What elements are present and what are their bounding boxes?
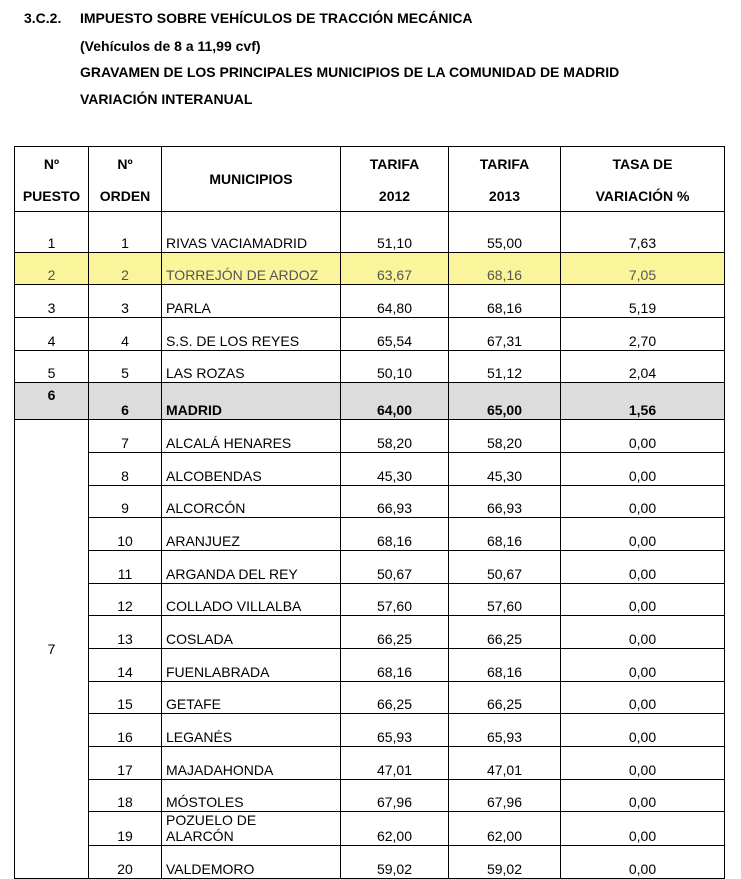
document-title: IMPUESTO SOBRE VEHÍCULOS DE TRACCIÓN MECÁNICA: [80, 10, 473, 26]
tasa-cell: 0,00: [561, 648, 725, 681]
tarifa-2012-cell: 66,25: [341, 616, 449, 649]
table-row: [15, 518, 725, 551]
orden-cell: 7: [89, 420, 162, 453]
table-row: [15, 583, 725, 616]
spacer-cell: [449, 212, 561, 221]
tarifa-2012-cell: 51,10: [341, 220, 449, 252]
tasa-cell: 7,05: [561, 252, 725, 285]
tarifa-2012-cell: 68,16: [341, 518, 449, 551]
municipio-cell: [162, 812, 341, 846]
tarifa-2013-cell: 67,96: [449, 779, 561, 812]
table-row: [15, 714, 725, 747]
puesto-cell: 5: [15, 350, 89, 383]
table-row: [15, 616, 725, 649]
municipio-cell: MAJADAHONDA: [162, 747, 341, 780]
spacer-cell: [15, 212, 89, 221]
tarifa-2012-cell: 64,00: [341, 383, 449, 420]
municipio-cell: ALCALÁ HENARES: [162, 420, 341, 453]
table-header-row: [15, 147, 725, 212]
tarifa-2012-cell: 63,67: [341, 252, 449, 285]
municipio-cell: COLLADO VILLALBA: [162, 583, 341, 616]
spacer-cell: [341, 212, 449, 221]
puesto-cell: 4: [15, 318, 89, 351]
orden-cell: 10: [89, 518, 162, 551]
puesto-group-cell: 7: [15, 420, 89, 879]
orden-cell: 11: [89, 550, 162, 583]
orden-cell: 20: [89, 846, 162, 879]
table-row-highlighted: [15, 252, 725, 285]
municipio-cell: ARANJUEZ: [162, 518, 341, 551]
spacer-cell: [162, 212, 341, 221]
tarifa-2013-cell: 45,30: [449, 452, 561, 485]
tasa-cell: 0,00: [561, 779, 725, 812]
tarifa-2013-cell: 68,16: [449, 285, 561, 318]
tarifa-2013-cell: 62,00: [449, 812, 561, 846]
orden-cell: 18: [89, 779, 162, 812]
municipio-cell: TORREJÓN DE ARDOZ: [162, 252, 341, 285]
orden-cell: 6: [89, 383, 162, 420]
tarifa-2013-cell: 66,25: [449, 681, 561, 714]
table-row: [15, 550, 725, 583]
municipio-cell: LEGANÉS: [162, 714, 341, 747]
municipio-line-1: POZUELO DE: [166, 812, 257, 829]
municipio-cell: S.S. DE LOS REYES: [162, 318, 341, 351]
orden-cell: 1: [89, 220, 162, 252]
tarifa-2012-cell: 50,67: [341, 550, 449, 583]
municipio-cell: MADRID: [162, 383, 341, 420]
tarifa-2012-cell: 65,93: [341, 714, 449, 747]
tarifa-2012-cell: 47,01: [341, 747, 449, 780]
tasa-cell: 2,04: [561, 350, 725, 383]
tarifa-2012-cell: 45,30: [341, 452, 449, 485]
municipio-cell: ARGANDA DEL REY: [162, 550, 341, 583]
tarifa-2013-cell: 55,00: [449, 220, 561, 252]
tasa-cell: 0,00: [561, 583, 725, 616]
tasa-cell: 0,00: [561, 846, 725, 879]
table-row: [15, 420, 725, 453]
col-header-orden-bottom: ORDEN: [99, 188, 151, 204]
table-row: [15, 485, 725, 518]
tasa-cell: 0,00: [561, 681, 725, 714]
tarifa-2012-cell: 59,02: [341, 846, 449, 879]
tarifa-2013-cell: 59,02: [449, 846, 561, 879]
table-row: [15, 452, 725, 485]
tasa-cell: 0,00: [561, 747, 725, 780]
tarifa-2013-cell: 68,16: [449, 252, 561, 285]
tarifa-2012-cell: 66,25: [341, 681, 449, 714]
tarifa-2012-cell: 65,54: [341, 318, 449, 351]
tarifa-2012-cell: 62,00: [341, 812, 449, 846]
col-header-puesto-bottom: PUESTO: [22, 188, 81, 204]
municipio-cell: VALDEMORO: [162, 846, 341, 879]
puesto-cell: 3: [15, 285, 89, 318]
tarifa-2013-cell: 58,20: [449, 420, 561, 453]
col-header-tarifa-2013-bottom: 2013: [488, 188, 521, 204]
municipio-cell: GETAFE: [162, 681, 341, 714]
table-row: [15, 648, 725, 681]
document-subtitle: (Vehículos de 8 a 11,99 cvf): [80, 38, 261, 54]
orden-cell: 9: [89, 485, 162, 518]
col-header-municipios-label: MUNICIPIOS: [209, 171, 293, 187]
orden-cell: 8: [89, 452, 162, 485]
tarifa-2013-cell: 65,93: [449, 714, 561, 747]
tarifa-2013-cell: 47,01: [449, 747, 561, 780]
municipio-cell: MÓSTOLES: [162, 779, 341, 812]
spacer-cell: [89, 212, 162, 221]
table-row: [15, 747, 725, 780]
tasa-cell: 0,00: [561, 485, 725, 518]
col-header-tarifa-2012: [341, 147, 449, 212]
col-header-tarifa-2013-top: TARIFA: [479, 156, 530, 172]
col-header-tasa-top: TASA DE: [612, 156, 673, 172]
document-heading-line4: VARIACIÓN INTERANUAL: [80, 91, 253, 107]
tax-table: [14, 146, 725, 879]
tarifa-2013-cell: 66,25: [449, 616, 561, 649]
tasa-cell: 0,00: [561, 550, 725, 583]
orden-cell: 15: [89, 681, 162, 714]
spacer-row: [15, 212, 725, 221]
col-header-tasa-bottom: VARIACIÓN %: [595, 188, 690, 204]
tasa-cell: 5,19: [561, 285, 725, 318]
col-header-tarifa-2012-bottom: 2012: [378, 188, 411, 204]
municipio-cell: RIVAS VACIAMADRID: [162, 220, 341, 252]
col-header-municipios: [162, 147, 341, 212]
orden-cell: 19: [89, 812, 162, 846]
col-header-tarifa-2013: [449, 147, 561, 212]
tasa-cell: 0,00: [561, 812, 725, 846]
document-heading-line3: GRAVAMEN DE LOS PRINCIPALES MUNICIPIOS DE LA COMUNIDAD DE MADRID: [80, 64, 620, 80]
col-header-puesto: [15, 147, 89, 212]
col-header-orden: [89, 147, 162, 212]
tarifa-2012-cell: 50,10: [341, 350, 449, 383]
table-row: [15, 220, 725, 252]
tarifa-2012-cell: 64,80: [341, 285, 449, 318]
puesto-cell: 6: [15, 383, 89, 420]
tarifa-2013-cell: 57,60: [449, 583, 561, 616]
tasa-cell: 0,00: [561, 714, 725, 747]
tasa-cell: 0,00: [561, 518, 725, 551]
tarifa-2013-cell: 68,16: [449, 648, 561, 681]
tasa-cell: 1,56: [561, 383, 725, 420]
tasa-cell: 7,63: [561, 220, 725, 252]
tarifa-2013-cell: 65,00: [449, 383, 561, 420]
municipio-cell: ALCOBENDAS: [162, 452, 341, 485]
table-row: [15, 779, 725, 812]
tarifa-2012-cell: 68,16: [341, 648, 449, 681]
orden-cell: 4: [89, 318, 162, 351]
orden-cell: 2: [89, 252, 162, 285]
table-row: [15, 681, 725, 714]
tarifa-2013-cell: 68,16: [449, 518, 561, 551]
municipio-cell: COSLADA: [162, 616, 341, 649]
municipio-cell: FUENLABRADA: [162, 648, 341, 681]
orden-cell: 17: [89, 747, 162, 780]
tarifa-2013-cell: 66,93: [449, 485, 561, 518]
table-row: [15, 846, 725, 879]
spacer-cell: [561, 212, 725, 221]
municipio-cell: PARLA: [162, 285, 341, 318]
tarifa-2012-cell: 66,93: [341, 485, 449, 518]
orden-cell: 13: [89, 616, 162, 649]
tarifa-2012-cell: 58,20: [341, 420, 449, 453]
municipio-cell: LAS ROZAS: [162, 350, 341, 383]
orden-cell: 5: [89, 350, 162, 383]
table-row: [15, 285, 725, 318]
orden-cell: 14: [89, 648, 162, 681]
puesto-cell: 1: [15, 220, 89, 252]
tasa-cell: 0,00: [561, 616, 725, 649]
municipio-line-2: ALARCÓN: [166, 828, 234, 845]
tasa-cell: 0,00: [561, 420, 725, 453]
tasa-cell: 0,00: [561, 452, 725, 485]
orden-cell: 3: [89, 285, 162, 318]
tarifa-2012-cell: 57,60: [341, 583, 449, 616]
tasa-cell: 2,70: [561, 318, 725, 351]
col-header-puesto-top: Nº: [43, 156, 60, 172]
tarifa-2013-cell: 67,31: [449, 318, 561, 351]
col-header-orden-top: Nº: [117, 156, 133, 172]
orden-cell: 16: [89, 714, 162, 747]
col-header-tarifa-2012-top: TARIFA: [369, 156, 420, 172]
tarifa-2012-cell: 67,96: [341, 779, 449, 812]
table-row: [15, 318, 725, 351]
tarifa-2013-cell: 50,67: [449, 550, 561, 583]
table-row: [15, 812, 725, 846]
col-header-tasa: [561, 147, 725, 212]
tarifa-2013-cell: 51,12: [449, 350, 561, 383]
table-row-madrid: [15, 383, 725, 420]
orden-cell: 12: [89, 583, 162, 616]
municipio-cell: ALCORCÓN: [162, 485, 341, 518]
section-code: 3.C.2.: [24, 10, 62, 26]
puesto-cell: 2: [15, 252, 89, 285]
table-row: [15, 350, 725, 383]
